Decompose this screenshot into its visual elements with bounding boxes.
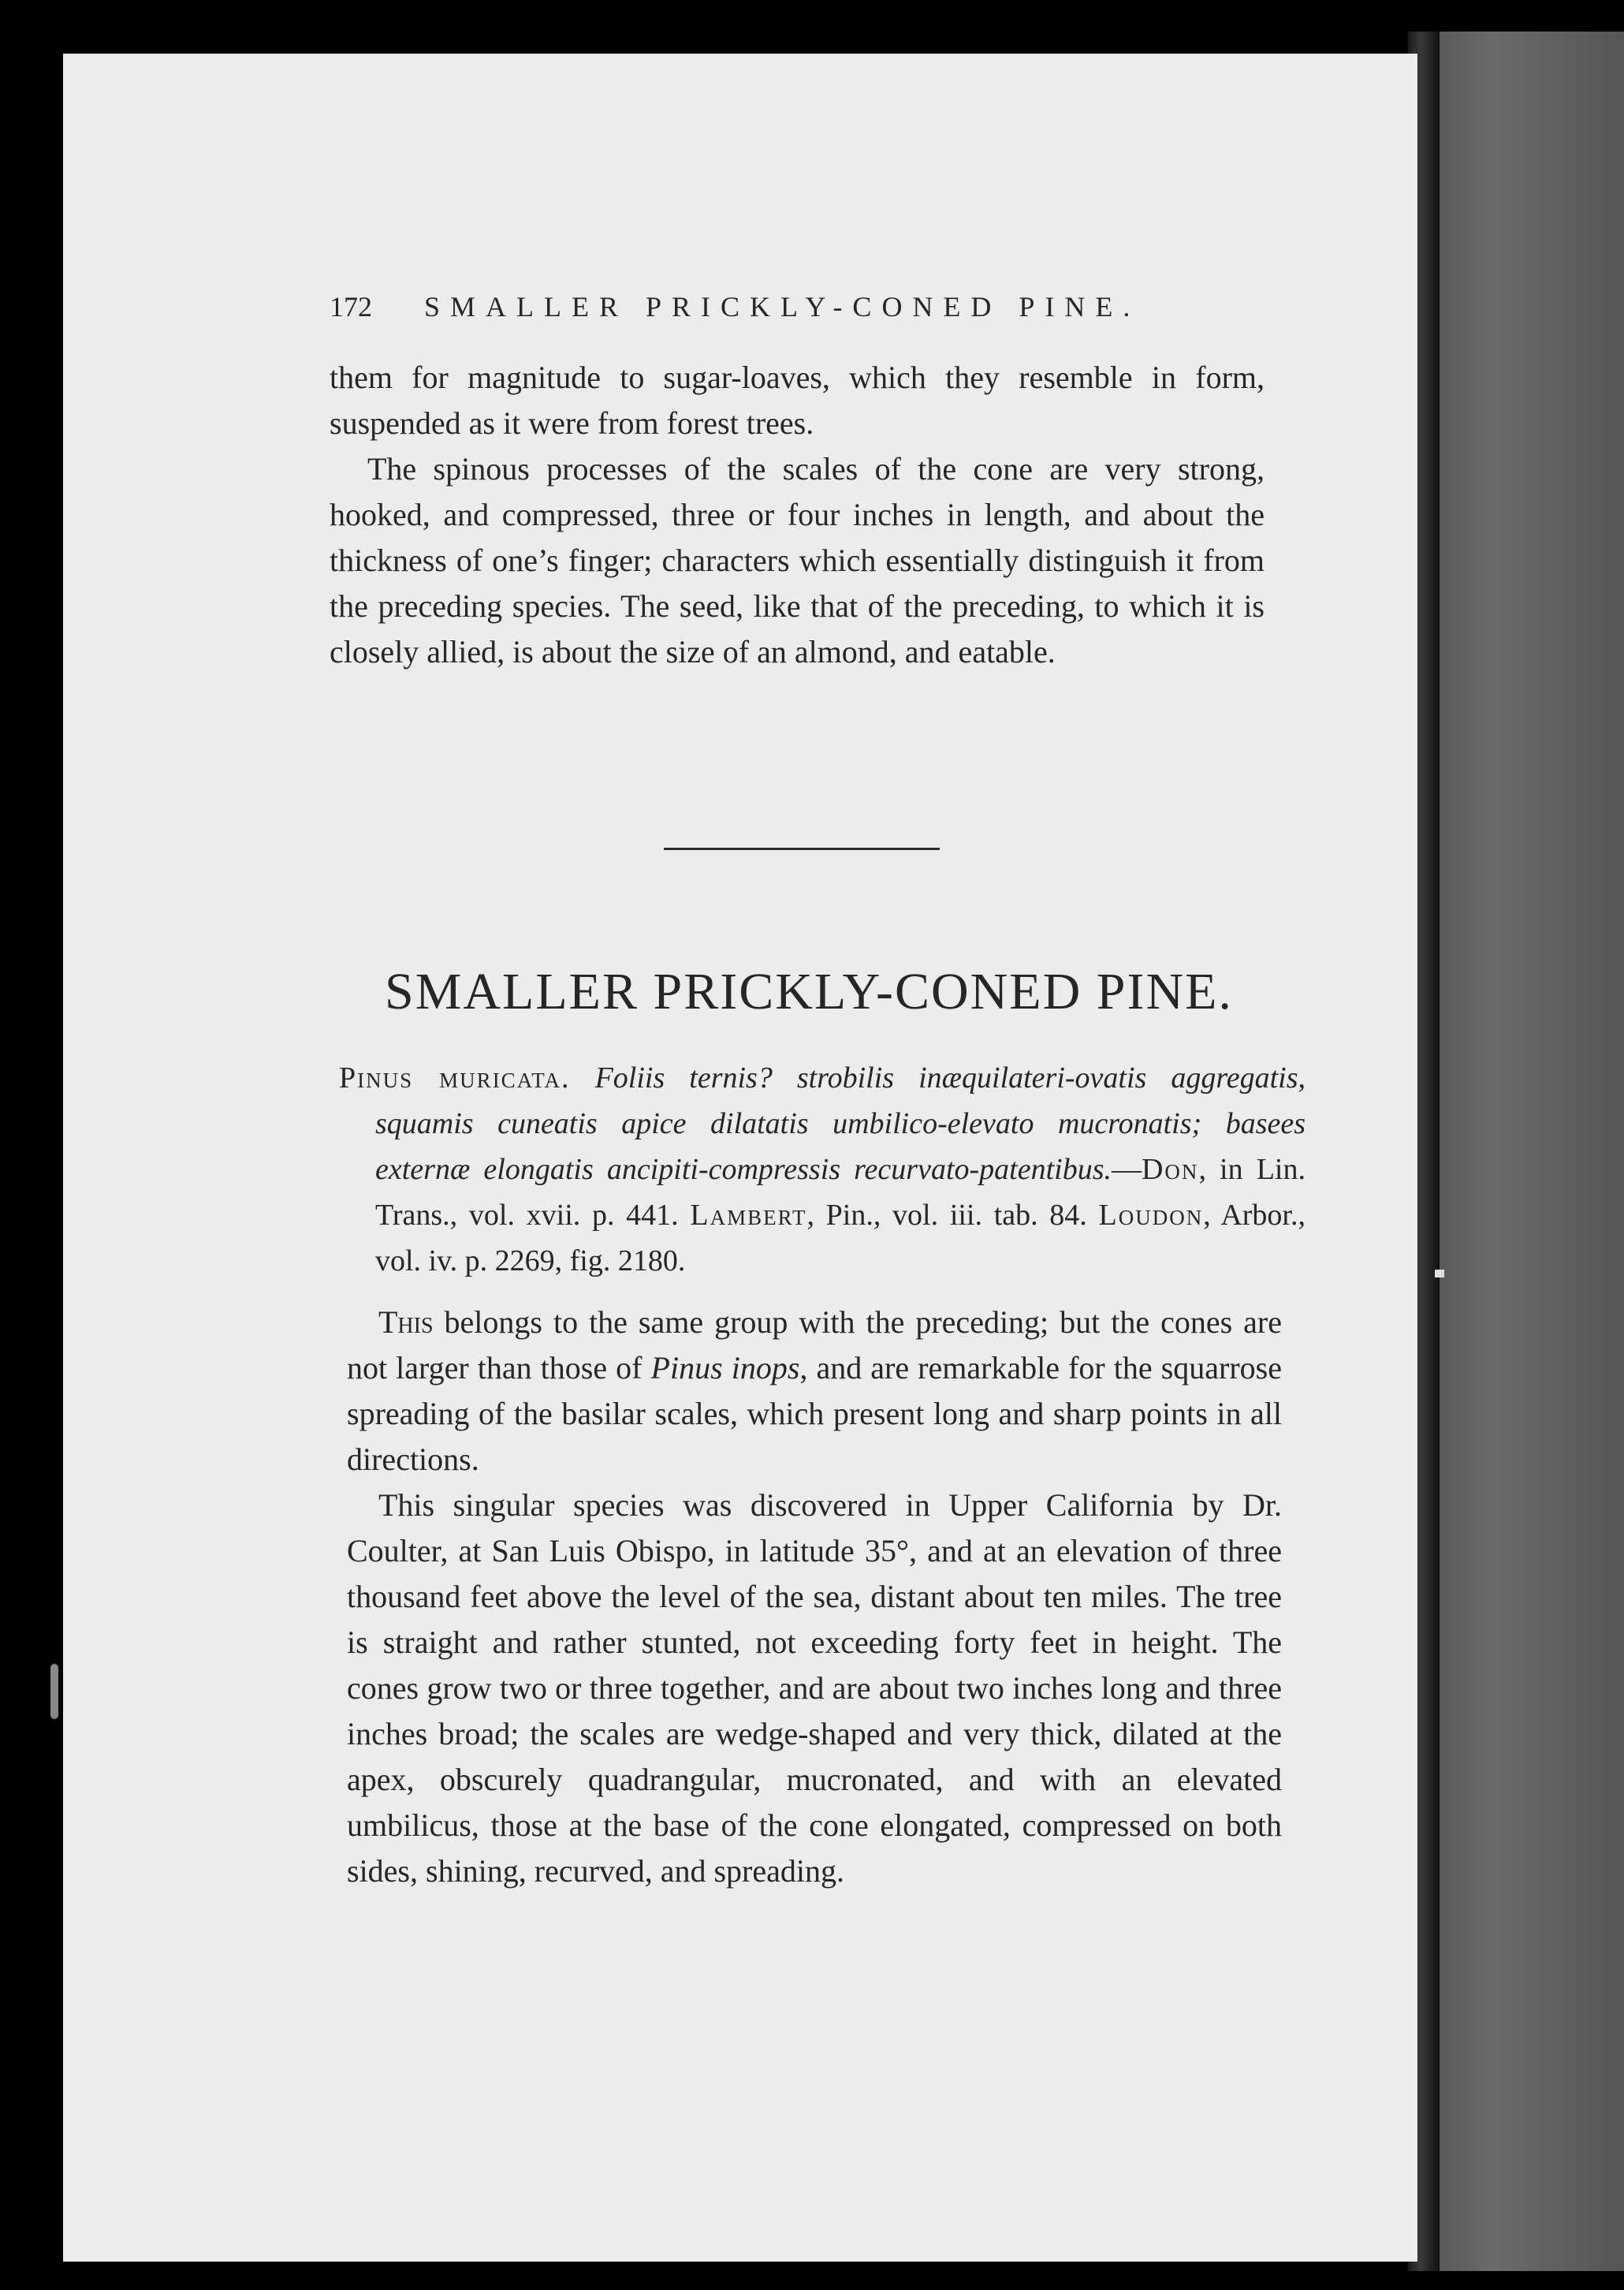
margin-mark [50, 1664, 58, 1719]
latin-description: Foliis ternis? strobilis inæquilateri-ovatis aggregatis, squamis cuneatis apice dilatatis umbilico-elevato mucronatis; basees externæ elongatis ancipiti-compressis recurvato-patentibus. [375, 1061, 1306, 1186]
lead-word: This [378, 1304, 434, 1340]
reference-don: , in Lin. Trans., vol. xvii. p. 441. [375, 1153, 1306, 1232]
running-header [330, 290, 1276, 323]
margin-mark [1435, 1270, 1444, 1277]
section-divider [664, 848, 940, 850]
paragraph-text: , and are remarkable for the squarrose spreading of the basilar scales, which present long and sharp points in all directions. [347, 1350, 1282, 1477]
continuation-text [330, 355, 1265, 675]
reference-lambert: , Pin., vol. iii. tab. 84. [806, 1199, 1087, 1232]
section-title: SMALLER PRICKLY-CONED PINE. [385, 963, 1233, 1020]
page-number: 172 [330, 291, 372, 323]
synonymy-block [339, 1055, 1306, 1284]
paragraph: This singular species was discovered in Upper California by Dr. Coulter, at San Luis Obispo, in latitude 35°, and at an elevation of three thousand feet above the level of the sea, distant about ten miles. The tree is straight and rather stunted, not exceeding forty feet in height. The cones grow two or three together, and are about two inches long and three inches broad; the scales are wedge-shaped and very thick, dilated at the apex, obscurely quadrangular, mucronated, and with an elevated umbilicus, those at the base of the cone elongated, compressed on both sides, shining, recurved, and spreading. [347, 1487, 1282, 1889]
paragraph: The spinous processes of the scales of the cone are very strong, hooked, and compressed, three or four inches in length, and about the thickness of one’s finger; characters which essentially distinguish it from the preceding species. The seed, like that of the preceding, to which it is closely allied, is about the size of an almond, and eatable. [330, 451, 1265, 669]
dash: — [1111, 1153, 1142, 1186]
reference-loudon: , Arbor., vol. iv. p. 2269, fig. 2180. [375, 1199, 1306, 1277]
species-italic: Pinus inops [650, 1350, 800, 1386]
author-lambert: Lambert [690, 1199, 807, 1232]
paragraph: them for magnitude to sugar-loaves, which they resemble in form, suspended as it were from forest trees. [330, 360, 1265, 441]
paragraph-text: belongs to the same group with the preceding; but the cones are not larger than those of [347, 1304, 1282, 1386]
author-don: Don [1141, 1153, 1199, 1186]
next-page-edge [1440, 32, 1624, 2271]
body-text [347, 1300, 1282, 1894]
author-loudon: Loudon [1098, 1199, 1204, 1232]
running-title: SMALLER PRICKLY-CONED PINE. [424, 291, 1141, 323]
species-name: Pinus muricata. [339, 1061, 571, 1095]
paragraph [347, 1300, 1282, 1483]
